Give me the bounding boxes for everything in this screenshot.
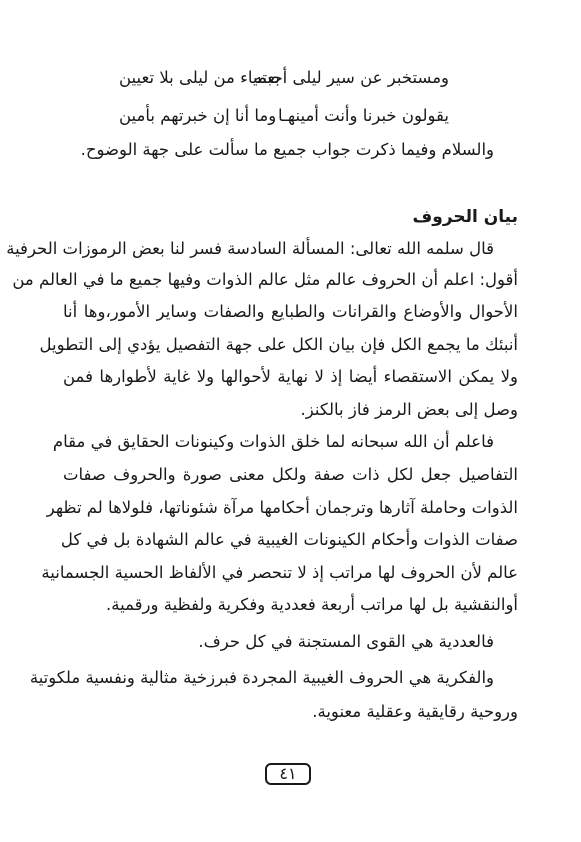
paragraph-line: الأحوال والأوضاع والقرانات والطبايع والصفات وساير الأمور،وها أنا bbox=[63, 302, 518, 321]
paragraph-line: فالعددية هي القوى المستجنة في كل حرف. bbox=[198, 632, 494, 651]
paragraph-line: والفكرية هي الحروف الغيبية المجردة فبرزخية مثالية ونفسية ملكوتية bbox=[29, 668, 494, 687]
paragraph-line: الذوات وحاملة آثارها وترجمان أحكامها مرآة شئوناتها، فلولاها لم تظهر bbox=[46, 498, 518, 517]
paragraph-line: أنبئك ما يجمع الكل فإن بيان الكل على جهة التفصيل يؤدي إلى التطويل bbox=[39, 335, 518, 354]
section-heading: بيان الحروف bbox=[412, 207, 518, 227]
page-number: ٤١ bbox=[265, 763, 311, 785]
verse-line-2 bbox=[119, 104, 449, 128]
paragraph-line: وصل إلى بعض الرمز فاز بالكنز. bbox=[300, 400, 518, 419]
verse-second-hemistich: وما أنا إن خبرتهم بأمين bbox=[119, 106, 277, 125]
paragraph-line: أقول: اعلم أن الحروف عالم مثل عالم الذوات وفيها جميع ما في العالم من bbox=[12, 270, 518, 289]
verse-line-1 bbox=[119, 66, 449, 90]
paragraph-line: التفاصيل جعل لكل ذات صفة ولكل معنى صورة والحروف صفات bbox=[63, 465, 518, 484]
paragraph-line: صفات الذوات وأحكام الكينونات الغيبية في عالم الشهادة بل في كل bbox=[60, 530, 518, 549]
paragraph-line: وروحية رقايقية وعقلية معنوية. bbox=[312, 702, 518, 721]
paragraph-line: عالم لأن الحروف لها مراتب إذ لا تنحصر في الألفاظ الحسية الجسمانية bbox=[41, 563, 518, 582]
paragraph-line: قال سلمه الله تعالى: المسألة السادسة فسر لنا بعض الرموزات الحرفية bbox=[6, 239, 494, 258]
verse-second-hemistich: بعمياء من ليلى بلا تعيين bbox=[119, 68, 280, 87]
verse-first-hemistich: ومستخبر عن سير ليلى أجبته bbox=[253, 68, 449, 87]
paragraph-line: فاعلم أن الله سبحانه لما خلق الذوات وكينونات الحقايق في مقام bbox=[52, 432, 494, 451]
paragraph-line: ولا يمكن الاستقصاء أيضا إذ لا نهاية لأحوالها ولا غاية لأطوارها فمن bbox=[63, 367, 518, 386]
closing-line: والسلام وفيما ذكرت جواب جميع ما سألت على جهة الوضوح. bbox=[80, 140, 494, 159]
paragraph-line: أوالنقشية بل لها مراتب أربعة فعددية وفكرية ولفظية ورقمية. bbox=[106, 595, 518, 614]
verse-first-hemistich: يقولون خبرنا وأنت أمينهـا bbox=[278, 106, 449, 125]
